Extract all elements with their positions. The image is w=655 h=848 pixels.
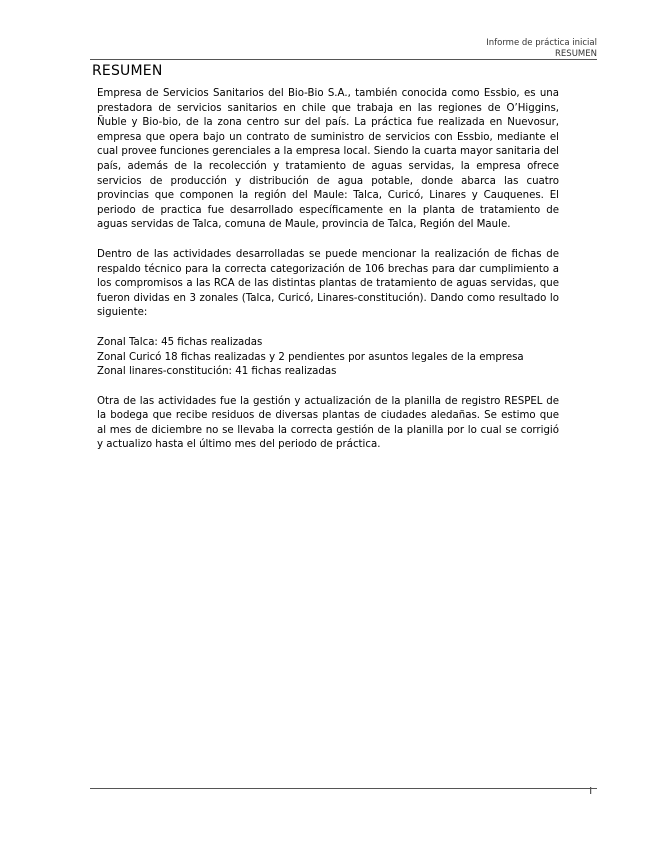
intro-paragraph: Empresa de Servicios Sanitarios del Bio-Bio S.A., también conocida como Essbio, es una prestadora de servicios sanitarios en chile que trabaja en las regiones de O’Higgins, Ñuble y Bio-bio, de la zona centro sur del país. La práctica fue realizada en Nuevosur, empresa que opera bajo un contrato de suministro de servicios con Essbio, mediante el cual provee funciones gerenciales a la empresa local. Siendo la cuarta mayor sanitaria del país, además de la recolección y tratamiento de aguas servidas, la empresa ofrece servicios de producción y distribución de agua potable, donde abarca las cuatro provincias que componen la región del Maule: Talca, Curicó, Linares y Cauquenes. El periodo de practica fue desarrollado específicamente en la planta de tratamiento de aguas servidas de Talca, comuna de Maule, provincia de Talca, Región del Maule. — [97, 88, 559, 231]
header-section-name: RESUMEN — [555, 48, 597, 59]
list-item: Zonal Curicó 18 fichas realizadas y 2 pendientes por asuntos legales de la empresa — [97, 351, 524, 363]
list-item: Zonal linares-constitución: 41 fichas realizadas — [97, 366, 337, 378]
running-header — [486, 38, 597, 59]
list-item: Zonal Talca: 45 fichas realizadas — [97, 336, 263, 348]
header-report-title: Informe de práctica inicial — [486, 38, 597, 48]
header-divider — [90, 59, 597, 60]
summary-body — [97, 87, 559, 468]
page-number: i — [589, 787, 592, 797]
closing-paragraph: Otra de las actividades fue la gestión y actualización de la planilla de registro RESPEL de la bodega que recibe residuos de diversas plantas de ciudades aledañas. Se estimo que al mes de diciembre no se llevaba la correcta gestión de la planilla por lo cual se corrigió y actualizo hasta el último mes del periodo de práctica. — [97, 395, 559, 451]
section-title: RESUMEN — [92, 63, 163, 79]
activities-paragraph: Dentro de las actividades desarrolladas se puede mencionar la realización de fichas de respaldo técnico para la correcta categorización de 106 brechas para dar cumplimiento a los compromisos a las RCA de las distintas plantas de tratamiento de aguas servidas, que fueron dividas en 3 zonales (Talca, Curicó, Linares-constitución). Dando como resultado lo siguiente: — [97, 248, 559, 319]
zonal-results-list — [97, 336, 559, 380]
footer-divider — [90, 788, 597, 789]
